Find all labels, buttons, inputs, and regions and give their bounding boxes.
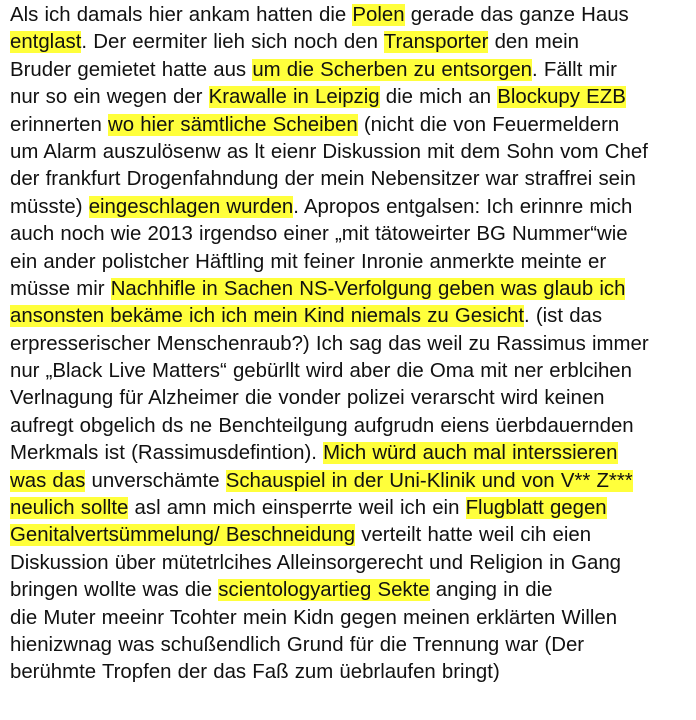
plain-text: bringen wollte was die — [10, 579, 219, 602]
text-line — [10, 276, 692, 303]
highlighted-text: ansonsten bekäme ich ich mein Kind niemals zu Gesicht — [10, 305, 525, 328]
plain-text: . Der eermiter lieh sich noch den — [81, 31, 384, 54]
plain-text: . (ist das — [524, 305, 603, 328]
plain-text: . Fällt mir — [532, 58, 617, 81]
text-line — [10, 29, 692, 56]
text-line — [10, 221, 692, 248]
plain-text: müsse mir — [10, 277, 111, 300]
highlighted-text: Genitalvertsümmelung/ Beschneidung — [10, 524, 356, 547]
text-line — [10, 2, 692, 29]
plain-text: die Muter meeinr Tcohter mein Kidn gegen meinen erklärten Willen — [10, 606, 618, 629]
text-line — [10, 468, 692, 495]
text-line — [10, 249, 692, 276]
plain-text: nur „Black Live Matters“ gebürllt wird aber die Oma mit ner erblcihen — [10, 360, 632, 383]
plain-text: Verlnagung für Alzheimer die vonder polizei verarscht wird keinen — [10, 387, 605, 410]
text-line — [10, 84, 692, 111]
text-line — [10, 139, 692, 166]
plain-text: die mich an — [379, 86, 498, 109]
text-line — [10, 112, 692, 139]
plain-text: aufregt obgelich ds ne Benchteilgung aufgrudn eiens üerbdauernden — [10, 414, 634, 437]
plain-text: verteilt hatte weil cih eien — [355, 524, 592, 547]
text-line — [10, 358, 692, 385]
text-line — [10, 166, 692, 193]
highlighted-text: Mich würd auch mal interssieren — [323, 442, 618, 465]
highlighted-text: scientologyartieg Sekte — [218, 579, 430, 602]
plain-text: asl amn mich einsperrte weil ich ein — [128, 497, 466, 520]
plain-text: Merkmals ist (Rassimusdefintion). — [10, 442, 324, 465]
plain-text: um Alarm auszulösenw as lt eienr Diskussion mit dem Sohn vom Chef — [10, 140, 648, 163]
plain-text: Bruder gemietet hatte aus — [10, 58, 253, 81]
plain-text: auch noch wie 2013 irgendso einer „mit tätoweirter BG Nummer“wie — [10, 223, 628, 246]
text-line — [10, 331, 692, 358]
text-line — [10, 522, 692, 549]
text-line — [10, 550, 692, 577]
plain-text: (nicht die von Feuermeldern — [357, 113, 620, 136]
plain-text: gerade das ganze Haus — [404, 4, 629, 26]
plain-text: ein ander polistcher Häftling mit feiner Inronie anmerkte meinte er — [10, 250, 607, 273]
text-line — [10, 57, 692, 84]
plain-text: erpresserischer Menschenraub?) Ich sag das weil zu Rassimus immer — [10, 332, 649, 355]
plain-text: Diskussion über mütetrlcihes Alleinsorgerecht und Religion in Gang — [10, 551, 622, 574]
plain-text: der frankfurt Drogenfahndung der mein Nebensitzer war straffrei sein — [10, 168, 636, 191]
plain-text: nur so ein wegen der — [10, 86, 209, 109]
plain-text: unverschämte — [85, 469, 226, 492]
plain-text: hienizwnag was schußendlich Grund für die Trennung war (Der — [10, 633, 585, 656]
plain-text: . Apropos entgalsen: Ich erinnre mich — [293, 195, 633, 218]
text-line — [10, 495, 692, 522]
plain-text: anging in die — [429, 579, 553, 602]
highlighted-text: Nachhifle in Sachen NS-Verfolgung geben was glaub ich — [110, 277, 626, 300]
text-line — [10, 413, 692, 440]
plain-text: den mein — [488, 31, 579, 54]
highlighted-text: Flugblatt gegen — [465, 497, 607, 520]
highlighted-text: Blockupy EZB — [497, 86, 626, 109]
text-line — [10, 303, 692, 330]
text-line — [10, 440, 692, 467]
highlighted-text: was das — [10, 469, 86, 492]
plain-text: erinnerten — [10, 113, 108, 136]
plain-text: müsste) — [10, 195, 89, 218]
highlighted-text: wo hier sämtliche Scheiben — [107, 113, 358, 136]
highlighted-text: neulich sollte — [10, 497, 129, 520]
highlighted-text: um die Scherben zu entsorgen — [252, 58, 533, 81]
text-line — [10, 605, 692, 632]
plain-text: Als ich damals hier ankam hatten die — [10, 4, 353, 26]
text-line — [10, 632, 692, 659]
highlighted-text: Polen — [352, 4, 405, 26]
highlighted-text: Krawalle in Leipzig — [208, 86, 380, 109]
text-line — [10, 659, 692, 686]
highlighted-text: entglast — [10, 31, 82, 54]
plain-text: berühmte Tropfen der das Faß zum üebrlaufen bringt) — [10, 661, 500, 684]
highlighted-text: eingeschlagen wurden — [88, 195, 294, 218]
text-line — [10, 194, 692, 221]
text-line — [10, 385, 692, 412]
highlighted-text: Schauspiel in der Uni-Klinik und von V** Z*** — [225, 469, 633, 492]
text-line — [10, 577, 692, 604]
highlighted-text: Transporter — [383, 31, 489, 54]
